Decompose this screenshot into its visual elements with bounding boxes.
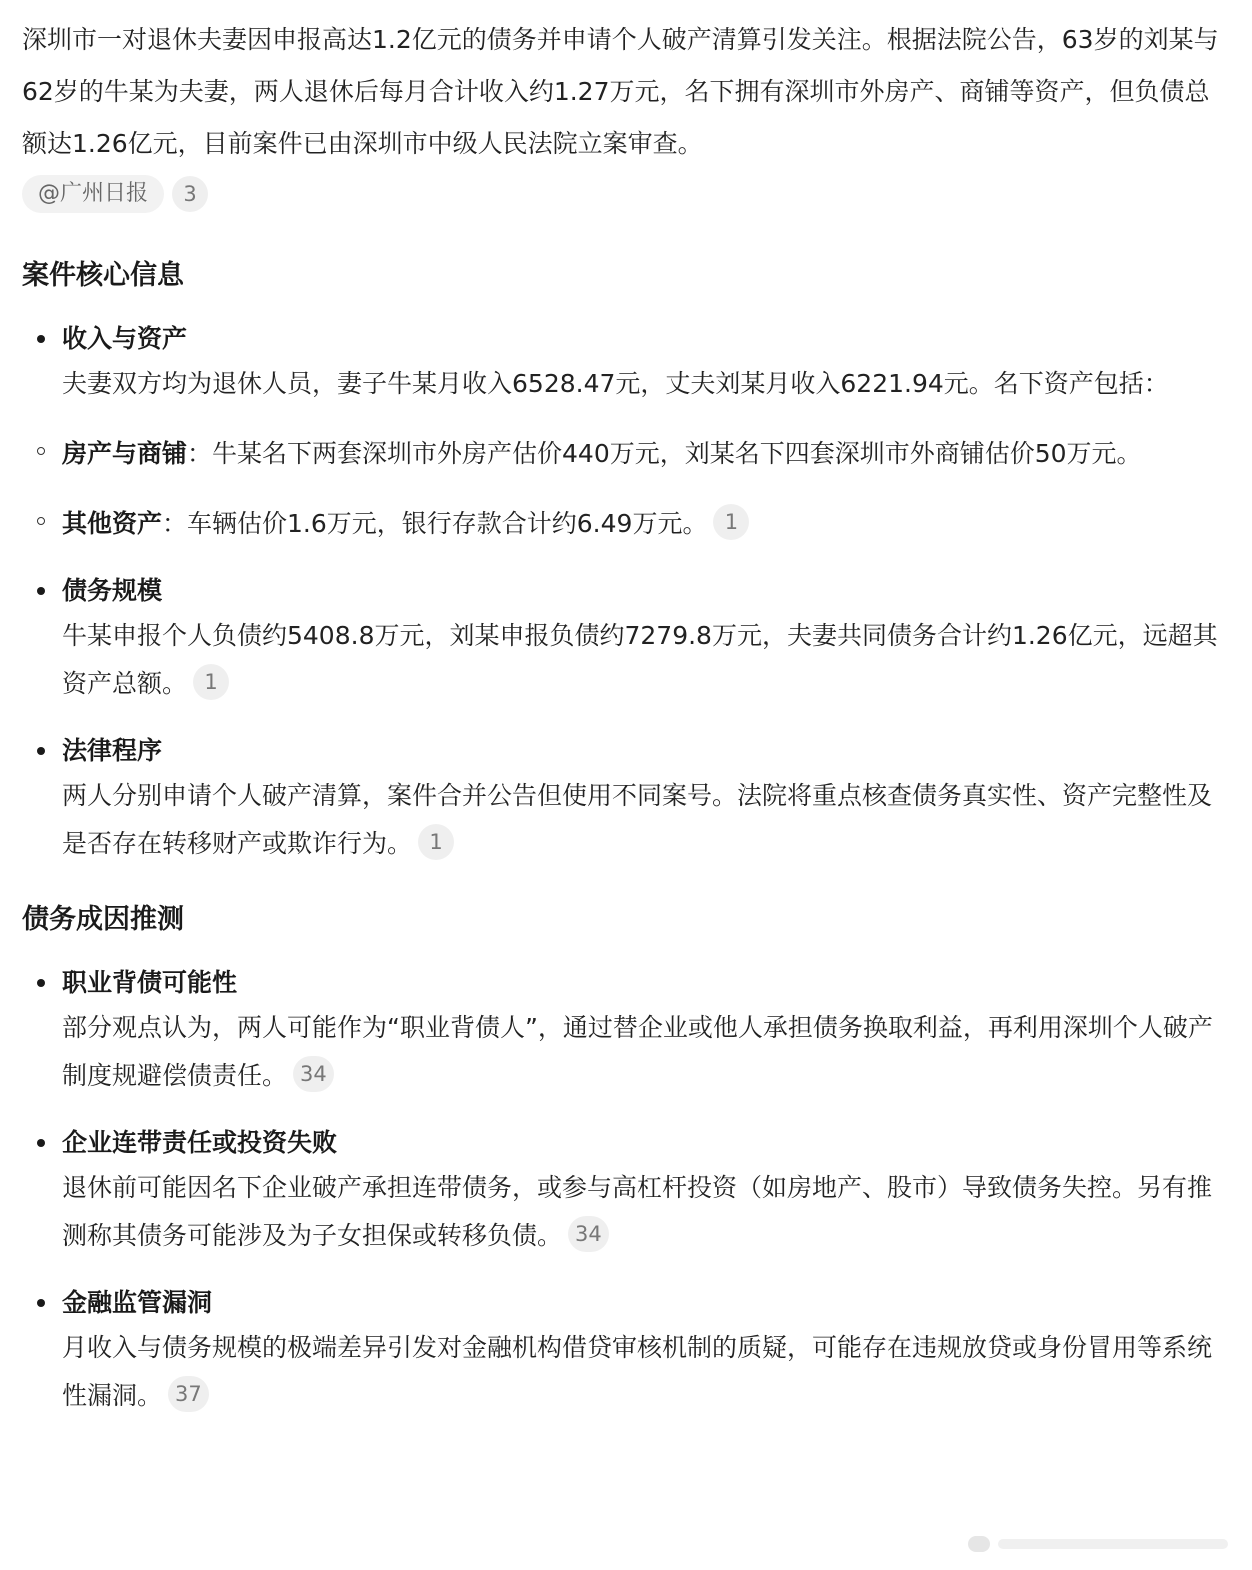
- item-body: [62, 612, 1222, 708]
- list-item: [22, 500, 1222, 548]
- sub-bullet-icon: [37, 447, 45, 455]
- item-body: [62, 772, 1222, 868]
- citation-badge[interactable]: 1: [193, 664, 229, 700]
- bullet-icon: [37, 1139, 45, 1147]
- section-title-core-info: 案件核心信息: [22, 260, 184, 291]
- item-text: 两人分别申请个人破产清算，案件合并公告但使用不同案号。法院将重点核查债务真实性、资产完整性及是否存在转移财产或欺诈行为。: [62, 781, 1213, 858]
- citation-badge[interactable]: 1: [418, 824, 454, 860]
- asset-sub-list: [22, 430, 1222, 548]
- bullet-icon: [37, 587, 45, 595]
- list-item: [22, 318, 1222, 408]
- source-row: [22, 174, 1222, 214]
- item-body: [62, 1004, 1222, 1100]
- citation-badge[interactable]: 1: [713, 504, 749, 540]
- item-body: [62, 360, 1222, 408]
- bullet-icon: [37, 747, 45, 755]
- item-text: 部分观点认为，两人可能作为“职业背债人”，通过替企业或他人承担债务换取利益，再利用深圳个人破产制度规避偿债责任。: [62, 1013, 1213, 1090]
- intro-paragraph: 深圳市一对退休夫妻因申报高达1.2亿元的债务并申请个人破产清算引发关注。根据法院公告，63岁的刘某与62岁的牛某为夫妻，两人退休后每月合计收入约1.27万元，名下拥有深圳市外房产、商铺等资产，但负债总额达1.26亿元，目前案件已由深圳市中级人民法院立案审查。: [22, 25, 1219, 158]
- watermark-logo: [968, 1530, 1238, 1558]
- debt-causes-list: [22, 962, 1222, 1420]
- list-item: [22, 1122, 1222, 1260]
- sub-item-label: 其他资产: [62, 509, 163, 538]
- item-text: 牛某申报个人负债约5408.8万元，刘某申报负债约7279.8万元，夫妻共同债务合计约1.26亿元，远超其资产总额。: [62, 621, 1218, 698]
- bullet-icon: [37, 979, 45, 987]
- article: [22, 14, 1222, 1420]
- sub-item-body: ：车辆估价1.6万元，银行存款合计约6.49万元。: [162, 509, 708, 538]
- list-item: [22, 570, 1222, 708]
- citation-badge[interactable]: 3: [172, 176, 208, 212]
- section-title-debt-causes: 债务成因推测: [22, 904, 184, 935]
- list-item: [22, 1282, 1222, 1420]
- item-title: 收入与资产: [62, 324, 188, 353]
- citation-badge[interactable]: 37: [168, 1376, 209, 1412]
- core-info-list-cont: [22, 570, 1222, 868]
- item-text: 月收入与债务规模的极端差异引发对金融机构借贷审核机制的质疑，可能存在违规放贷或身份冒用等系统性漏洞。: [62, 1333, 1213, 1410]
- citation-badge[interactable]: 34: [293, 1056, 334, 1092]
- sub-item-body: ：牛某名下两套深圳市外房产估价440万元，刘某名下四套深圳市外商铺估价50万元。: [187, 439, 1142, 468]
- item-title: 法律程序: [62, 736, 163, 765]
- item-text: 退休前可能因名下企业破产承担连带债务，或参与高杠杆投资（如房地产、股市）导致债务失控。另有推测称其债务可能涉及为子女担保或转移负债。: [62, 1173, 1213, 1250]
- sub-item-label: 房产与商铺: [62, 439, 188, 468]
- item-title: 职业背债可能性: [62, 968, 238, 997]
- item-title: 企业连带责任或投资失败: [62, 1128, 338, 1157]
- list-item: [22, 962, 1222, 1100]
- sub-item-text: [62, 430, 1222, 478]
- sub-bullet-icon: [37, 517, 45, 525]
- item-body: [62, 1164, 1222, 1260]
- citation-badge[interactable]: 34: [568, 1216, 609, 1252]
- bullet-icon: [37, 335, 45, 343]
- item-body: [62, 1324, 1222, 1420]
- bullet-icon: [37, 1299, 45, 1307]
- item-title: 金融监管漏洞: [62, 1288, 213, 1317]
- list-item: [22, 730, 1222, 868]
- source-chip[interactable]: @广州日报: [22, 175, 164, 213]
- list-item: [22, 430, 1222, 478]
- core-info-list: [22, 318, 1222, 408]
- sub-item-text: [62, 500, 1222, 548]
- item-title: 债务规模: [62, 576, 163, 605]
- item-text: 夫妻双方均为退休人员，妻子牛某月收入6528.47元，丈夫刘某月收入6221.94元。名下资产包括：: [62, 369, 1169, 398]
